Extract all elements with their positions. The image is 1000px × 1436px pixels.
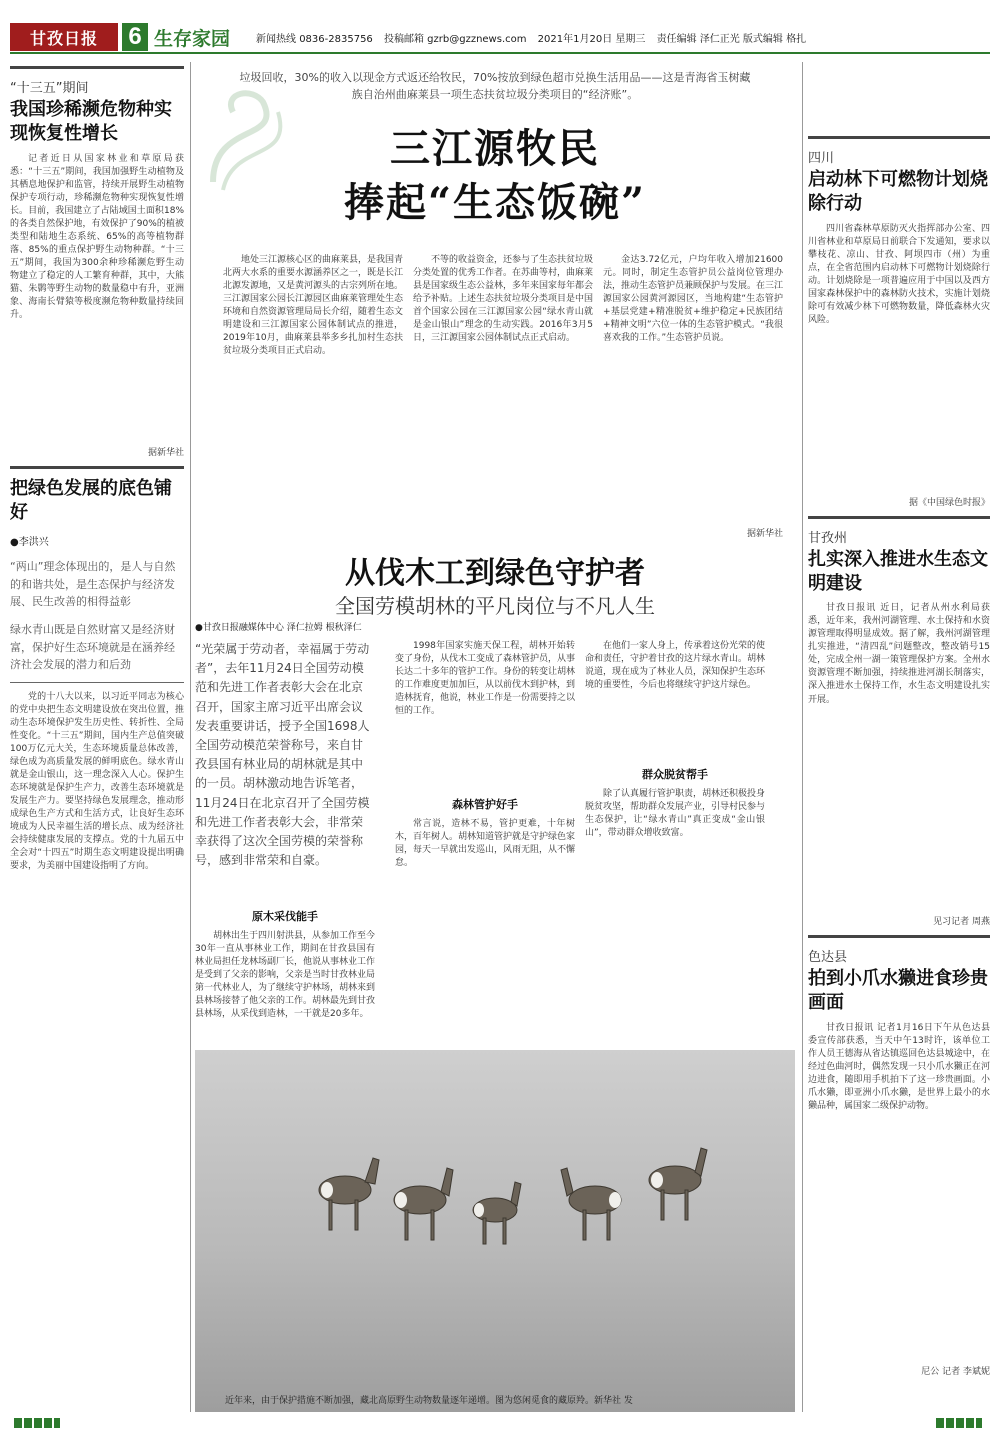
story-column [195, 902, 375, 1040]
story-headline: 拍到小爪水獭进食珍贵画面 [808, 968, 988, 1014]
story-kicker: 四川 [808, 151, 835, 166]
pull-quote: “两山”理念体现出的，是人与自然的和谐共处，是生态保护与经济发展、民生改善的相得益彰 [10, 560, 176, 609]
story-body: 甘孜日报讯 记者1月16日下午从色达县委宣传部获悉，当天中午13时许，该单位工作人员王德海从省达镇巡回色达县城途中，在经过色曲河时，偶然发现一只小爪水獭正在河边进食，随即用手机拍下了这一珍贵画面。小爪水獭，即亚洲小爪水獭，是世界上最小的水獭品种，属国家二级保护动物。 [808, 1022, 990, 1112]
divider [10, 66, 184, 69]
story-text: 胡林出生于四川射洪县，从参加工作至今30年一直从事林业工作，期间在甘孜县国有林业局担任龙林场副厂长，他说从事林业工作是受到了父亲的影响，父亲是当时甘孜林业局第一代林业人，为了继续守护林场，胡林来到县林场接替了他父亲的工作。胡林最先到甘孜县林场，从采伐到造林，一干就是20多年。 [195, 931, 375, 1020]
story-body: 记者近日从国家林业和草原局获悉：“十三五”期间，我国加强野生动植物及其栖息地保护和监管，持续开展野生动植物保护专项行动，珍稀濒危物种实现恢复性增长。目前，我国建立了占陆域国土面积18%的各类自然保护地，有效保护了90%的植被类型和陆地生态系统、65%的高等植物群落、85%的重点保护野生动物种群。“十三五”期间，我国为300余种珍稀濒危野生动物建立了稳定的人工繁育种群，其中，大熊猫、朱鹮等野生动物的数量稳中有升，亚洲象、海南长臂猿等极度濒危物种数量持续回升。 [10, 153, 184, 321]
story-headline: 扎实深入推进水生态文明建设 [808, 548, 988, 594]
footer-decoration [14, 1418, 60, 1428]
story-text: 金达3.72亿元，户均年收入增加21600元。同时，制定生态管护员公益岗位管理办法，推动生态管护员兼顾保护与发展。在三江源国家公园黄河源园区，当地构建“生态管护+基层党建+精准脱贫+维护稳定+民族团结+精神文明”六位一体的生态管护模式。“我很喜欢我的工作。”生态管护员说。 [603, 255, 783, 344]
email: 投稿邮箱 gzrb@gzznews.com [383, 33, 527, 45]
story-text: 除了认真履行管护职责，胡林还积极投身脱贫攻坚，帮助群众发展产业，引导村民参与生态保护，让“绿水青山”真正变成“金山银山”，带动群众增收致富。 [585, 789, 765, 839]
story-text: 1998年国家实施天保工程，胡林开始转变了身份，从伐木工变成了森林管护员，从事长达二十多年的管护工作。身份的转变让胡林的工作难度更加加巨，从以前伐木到护林，到造林抚育，他说，林业工作是一份需要持之以恒的工作。 [395, 641, 575, 717]
left-sidebar [10, 62, 184, 1412]
story1-columns [223, 254, 783, 544]
story-byline: 据新华社 [746, 529, 783, 539]
subhead: 群众脱贫帮手 [642, 768, 708, 781]
story-byline: 据《中国绿色时报》 [908, 497, 990, 508]
story2-pullquote: “光荣属于劳动者，幸福属于劳动者”，去年11月24日全国劳动模范和先进工作者表彰大会在北京召开，国家主席习近平出席会议发表重要讲话，授予全国1698人全国劳动模范荣誉称号，来自甘孜县国有林业局的胡林就是其中的一员。胡林激动地告诉笔者，11月24日在北京召开了全国劳模和先进工作者表彰大会，非常荣幸获得了这次全国劳模的荣誉称号，感到非常荣和自豪。 [195, 642, 370, 868]
main-title-line1: 三江源牧民 [390, 125, 600, 172]
divider [808, 136, 990, 139]
story2-title: 从伐木工到绿色守护者 [345, 556, 645, 591]
story-headline: 把绿色发展的底色铺好 [10, 477, 172, 523]
story-body: 党的十八大以来，以习近平同志为核心的党中央把生态文明建设放在突出位置，推动生态环境保护发生历史性、转折性、全局性变化。“十三五”期间，国内生产总值突破100万亿元大关，生态环境质量总体改善，绿色成为高质量发展的鲜明底色。绿水青山就是金山银山，这一理念深入人心。保护生态环境就是保护生产力，改善生态环境就是发展生产力。要坚持绿色发展理念，推动形成绿色生产方式和生活方式，让良好生态环境成为人民幸福生活的增长点、成为经济社会持续健康发展的支撑点。党的十九届五中全会对“十四五”时期生态文明建设提出明确要求，为美丽中国建设指明了方向。 [10, 691, 184, 872]
story-column [395, 640, 575, 1018]
photo-caption: 近年来，由于保护措施不断加强，藏北高原野生动物数量逐年递增。图为悠闲觅食的藏原羚。新华社 发 [225, 1396, 633, 1406]
divider [10, 466, 184, 469]
story-column [585, 640, 765, 1018]
story-body: 甘孜日报讯 近日，记者从州水利局获悉，近年来，我州河湖管理、水土保持和水资源管理取得明显成效。据了解，我州河湖管理扎实推进，“清四乱”问题整改，整改销号15处，完成全州一湖一策管理保护方案。全州水资源管理不断加强，持续推进河湖长制落实，深入推进水土保持工作，水生态文明建设扎实开展。 [808, 603, 990, 705]
story-text: 在他们一家人身上，传承着这份光荣的使命和责任，守护着甘孜的这片绿水青山。胡林说道，现在成为了林业人员，深知保护生态环境的重要性，今后也将继续守护这片绿色。 [585, 641, 765, 691]
story-kicker: 甘孜州 [808, 530, 848, 546]
story-byline: 尼公 记者 李斌妮 [921, 1366, 990, 1377]
story-byline: 据新华社 [147, 447, 184, 458]
story-kicker: “十三五”期间 [10, 81, 89, 96]
antelope-photo [195, 1050, 795, 1412]
subhead: 森林管护好手 [452, 798, 518, 811]
masthead-info [256, 30, 814, 45]
column-divider [802, 62, 803, 1412]
story-column [603, 254, 783, 544]
story2-columns [395, 640, 785, 1018]
newspaper-logo: 甘孜日报 [10, 23, 118, 51]
story2-subtitle: 全国劳模胡林的平凡岗位与不凡人生 [335, 594, 655, 618]
story-text: 常言说，造林不易，管护更难，十年树木，百年树人。胡林知道管护就是守护绿色家园，每天一早就出发巡山，风雨无阻，从不懈怠。 [395, 819, 575, 869]
subhead: 原木采伐能手 [252, 910, 318, 923]
main-title [195, 122, 795, 230]
pull-quote: 绿水青山既是自然财富又是经济财富，保护好生态环境就是在涵养经济社会发展的潜力和后劲 [10, 622, 175, 672]
page-number: 6 [122, 23, 148, 51]
story-column: 不等的收益资金，还参与了生态扶贫垃圾分类处置的优秀工作者。在苏曲等村，曲麻莱县是国家级生态公益林，多年来国家每年都会给予补贴。上述生态扶贫垃圾分类项目是中国首个国家公园在三江源国家公园“绿水青山就是金山银山”理念的生动实践。2016年3月5日，三江源国家公园体制试点正式启动。 [413, 255, 593, 344]
column-divider [190, 62, 191, 1412]
divider [10, 682, 184, 683]
antelope-illustration [195, 1050, 795, 1412]
story-byline: 见习记者 周燕 [933, 917, 990, 928]
divider [808, 516, 990, 519]
right-sidebar [808, 62, 990, 1412]
story-body: 四川省森林草原防灭火指挥部办公室、四川省林业和草原局日前联合下发通知，要求以攀枝花、凉山、甘孜、阿坝四市（州）为重点，在全省范围内启动林下可燃物计划烧除行动。计划烧除是一项普遍应用于中国以及西方国家森林保护中的森林防火技术，实施计划烧除可有效减少林下可燃物数量，降低森林火灾风险。 [808, 223, 990, 325]
hotline: 新闻热线 0836-2835756 [256, 33, 373, 45]
main-column [195, 62, 795, 1412]
story-kicker: 色达县 [808, 950, 848, 966]
footer-decoration [936, 1418, 982, 1428]
lead-text: 垃圾回收，30%的收入以现金方式返还给牧民，70%按放到绿色超市兑换生活用品——这是青海省玉树藏族自治州曲麻莱县一项生态扶贫垃圾分类项目的“经济账”。 [239, 71, 751, 101]
editors: 责任编辑 泽仁正光 版式编辑 格扎 [656, 33, 807, 45]
story-author: ●李洪兴 [10, 537, 49, 549]
story-headline: 我国珍稀濒危物种实现恢复性增长 [10, 99, 172, 145]
story2-byline: ●甘孜日报融媒体中心 泽仁拉姆 根秋泽仁 [195, 623, 362, 633]
spacer [808, 62, 990, 128]
story-column: 地处三江源核心区的曲麻莱县，是我国青北两大水系的重要水源涵养区之一，既是长江北源发源地，又是黄河源头的古宗列所在地。三江源国家公园长江源园区曲麻莱管理处生态环境和自然资源管理局局长介绍，随着生态文明建设和三江源国家公园体制试点的推进，2019年10月，曲麻莱县举多乡扎加村生态扶贫垃圾分类项目正式启动。 [223, 255, 403, 357]
story2-col1 [195, 902, 375, 1040]
date: 2021年1月20日 星期三 [537, 33, 646, 45]
story-headline: 启动林下可燃物计划烧除行动 [808, 169, 988, 215]
main-title-line2: 捧起“生态饭碗” [343, 179, 646, 226]
divider [808, 935, 990, 938]
masthead [10, 22, 990, 54]
lead-box [195, 70, 795, 110]
section-name: 生存家园 [154, 27, 231, 50]
